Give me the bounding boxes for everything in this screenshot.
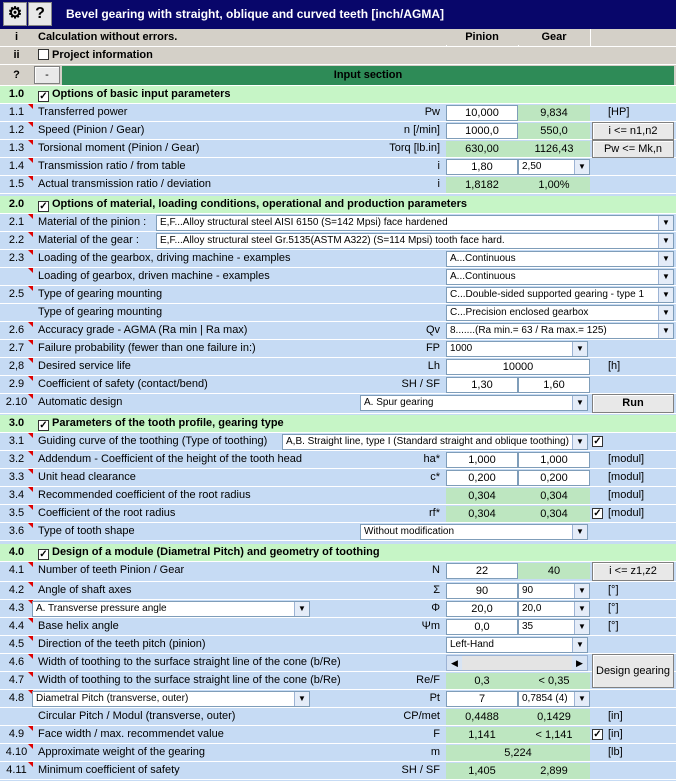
- actual-ratio-value: 1,8182: [446, 177, 518, 193]
- root-radius-pinion: 0,304: [446, 506, 518, 522]
- pressure-angle-input[interactable]: 20,0: [446, 601, 518, 617]
- dropdown-arrow-icon: ▼: [574, 584, 589, 598]
- row-3-4: 3.4 Recommended coefficient of the root radius 0,304 0,304 [modul]: [0, 487, 676, 505]
- dropdown-arrow-icon: ▼: [574, 160, 589, 174]
- failure-probability-select[interactable]: 1000 ▼: [446, 341, 588, 357]
- dropdown-arrow-icon: ▼: [658, 306, 673, 320]
- mounting-type-select[interactable]: C...Double-sided supported gearing - type 1 ▼: [446, 287, 674, 303]
- row-2-5: 2.5 Type of gearing mounting C...Double-sided supported gearing - type 1 ▼: [0, 286, 676, 304]
- pitch-type-select[interactable]: Diametral Pitch (transverse, outer) ▼: [32, 691, 310, 707]
- help-icon[interactable]: ?: [28, 2, 52, 26]
- row-4-2: 4.2 Angle of shaft axes Σ 90 90 ▼ [°]: [0, 582, 676, 600]
- speed-pinion-input[interactable]: 1000,0: [446, 123, 518, 139]
- gear-material-select[interactable]: E,F...Alloy structural steel Gr.5135(ASTM A322) (S=114 Mpsi) tooth face hard. ▼: [156, 233, 674, 249]
- teeth-gear-value: 40: [518, 563, 590, 579]
- section-1-header: 1.0 ✓ Options of basic input parameters: [0, 86, 676, 104]
- width-ratio-max: < 0,35: [518, 673, 590, 689]
- row-4-4: 4.4 Base helix angle Ψm 0,0 35 ▼ [°]: [0, 618, 676, 636]
- section-2-header: 2.0 ✓ Options of material, loading conditions, operational and production parameters: [0, 196, 676, 214]
- row-2-10: 2.10 Automatic design A. Spur gearing ▼ Run: [0, 394, 676, 414]
- toothing-type-checkbox[interactable]: ✓: [593, 436, 602, 447]
- diametral-pitch-input[interactable]: 7: [446, 691, 518, 707]
- ratio-from-teeth-button[interactable]: i <= z1,z2: [592, 562, 674, 581]
- power-gear-value: 9,834: [518, 105, 590, 121]
- slider-right-arrow-icon[interactable]: ▶: [572, 656, 587, 670]
- width-ratio-value: 0,3: [446, 673, 518, 689]
- dropdown-arrow-icon: ▼: [658, 234, 673, 248]
- modul-value: 0,1429: [518, 709, 590, 725]
- dropdown-arrow-icon: ▼: [658, 288, 673, 302]
- root-radius-gear: 0,304: [518, 506, 590, 522]
- row-1-4: 1.4 Transmission ratio / from table i 1,80 2,50 ▼: [0, 158, 676, 176]
- row-2-9: 2.9 Coefficient of safety (contact/bend) SH / SF 1,30 1,60: [0, 376, 676, 394]
- dropdown-arrow-icon: ▼: [572, 525, 587, 539]
- project-info-checkbox[interactable]: [38, 49, 49, 60]
- col-pinion-header: Pinion: [446, 29, 518, 45]
- face-width-checkbox[interactable]: ✓: [593, 729, 602, 740]
- toothing-type-select[interactable]: A,B. Straight line, type I (Standard straight and oblique toothing) ▼: [282, 434, 588, 450]
- input-section-title: Input section: [62, 66, 674, 85]
- pinion-material-select[interactable]: E,F...Alloy structural steel AISI 6150 (S=142 Mpsi) face hardened ▼: [156, 215, 674, 231]
- dropdown-arrow-icon: ▼: [658, 324, 673, 338]
- pitch-direction-select[interactable]: Left-Hand ▼: [446, 637, 588, 653]
- shaft-angle-select[interactable]: 90 ▼: [518, 583, 590, 599]
- collapse-button[interactable]: -: [34, 66, 60, 84]
- dropdown-arrow-icon: ▼: [574, 602, 589, 616]
- row-2-2: 2.2 Material of the gear : E,F...Alloy structural steel Gr.5135(ASTM A322) (S=114 Mpsi) tooth face hard. ▼: [0, 232, 676, 250]
- section-2-checkbox[interactable]: ✓: [39, 201, 48, 212]
- row-4-7: 4.7 Width of toothing to the surface straight line of the cone (b/Re) Re/F 0,3 < 0,35: [0, 672, 676, 690]
- helix-angle-select[interactable]: 35 ▼: [518, 619, 590, 635]
- face-width-value: 1,141: [446, 727, 518, 743]
- dropdown-arrow-icon: ▼: [574, 692, 589, 706]
- speed-from-ratio-button[interactable]: i <= n1,n2: [592, 122, 674, 140]
- mounting-type-2-select[interactable]: C...Precision enclosed gearbox ▼: [446, 305, 674, 321]
- pressure-angle-select[interactable]: 20,0 ▼: [518, 601, 590, 617]
- section-1-checkbox[interactable]: ✓: [39, 91, 48, 102]
- driving-load-select[interactable]: A...Continuous ▼: [446, 251, 674, 267]
- ratio-deviation-value: 1,00%: [518, 177, 590, 193]
- dropdown-arrow-icon: ▼: [658, 252, 673, 266]
- helix-angle-input[interactable]: 0,0: [446, 619, 518, 635]
- input-section-row: ? - Input section: [0, 65, 676, 86]
- dropdown-arrow-icon: ▼: [658, 216, 673, 230]
- row-2-1: 2.1 Material of the pinion : E,F...Alloy structural steel AISI 6150 (S=142 Mpsi) face hardened ▼: [0, 214, 676, 232]
- safety-bend-input[interactable]: 1,60: [518, 377, 590, 393]
- circular-pitch-value: 0,4488: [446, 709, 518, 725]
- min-safety-contact: 1,405: [446, 763, 518, 779]
- row-2-5b: Type of gearing mounting C...Precision enclosed gearbox ▼: [0, 304, 676, 322]
- section-4-header: 4.0 ✓ Design of a module (Diametral Pitch) and geometry of toothing: [0, 544, 676, 562]
- row-4-9: 4.9 Face width / max. recommendet value F 1,141 < 1,141 ✓ [in]: [0, 726, 676, 744]
- row-3-2: 3.2 Addendum - Coefficient of the height of the tooth head ha* 1,000 1,000 [modul]: [0, 451, 676, 469]
- dropdown-arrow-icon: ▼: [574, 620, 589, 634]
- dropdown-arrow-icon: ▼: [294, 602, 309, 616]
- addendum-gear-input[interactable]: 1,000: [518, 452, 590, 468]
- section-3-checkbox[interactable]: ✓: [39, 420, 48, 431]
- row-3-6: 3.6 Type of tooth shape Without modification ▼: [0, 523, 676, 541]
- row-4-10: 4.10 Approximate weight of the gearing m 5,224 [lb]: [0, 744, 676, 762]
- dropdown-arrow-icon: ▼: [658, 270, 673, 284]
- col-gear-header: Gear: [518, 29, 590, 45]
- teeth-pinion-input[interactable]: 22: [446, 563, 518, 579]
- row-1-2: 1.2 Speed (Pinion / Gear) n [/min] 1000,0 550,0: [0, 122, 676, 140]
- shaft-angle-input[interactable]: 90: [446, 583, 518, 599]
- torque-pinion-value: 630,00: [446, 141, 518, 157]
- row-4-6: 4.6 Width of toothing to the surface straight line of the cone (b/Re) ◀ ▶: [0, 654, 676, 672]
- tooth-shape-select[interactable]: Without modification ▼: [360, 524, 588, 540]
- power-from-torque-button[interactable]: Pw <= Mk,n: [592, 140, 674, 158]
- safety-contact-input[interactable]: 1,30: [446, 377, 518, 393]
- row-1-5: 1.5 Actual transmission ratio / deviation i 1,8182 1,00%: [0, 176, 676, 194]
- row-3-3: 3.3 Unit head clearance c* 0,200 0,200 [modul]: [0, 469, 676, 487]
- title-bar: [0, 0, 676, 29]
- window-title: Bevel gearing with straight, oblique and curved teeth [inch/AGMA]: [66, 7, 445, 21]
- weight-value: 5,224: [446, 745, 590, 761]
- row-4-1: 4.1 Number of teeth Pinion / Gear N 22 40 i <= z1,z2: [0, 562, 676, 582]
- row-3-1: 3.1 Guiding curve of the toothing (Type of toothing) A,B. Straight line, type I (Standard straight and oblique toothing) ▼ ✓: [0, 433, 676, 451]
- row-2-7: 2.7 Failure probability (fewer than one failure in:) FP 1000 ▼: [0, 340, 676, 358]
- dropdown-arrow-icon: ▼: [572, 342, 587, 356]
- row-2-8: 2,8 Desired service life Lh 10000 [h]: [0, 358, 676, 376]
- status-message: Calculation without errors.: [38, 31, 178, 43]
- rec-root-radius-pinion: 0,304: [446, 488, 518, 504]
- dropdown-arrow-icon: ▼: [572, 435, 587, 449]
- min-safety-bend: 2,899: [518, 763, 590, 779]
- run-button[interactable]: Run: [592, 394, 674, 413]
- clearance-gear-input[interactable]: 0,200: [518, 470, 590, 486]
- row-4-11: 4.11 Minimum coefficient of safety SH / SF 1,405 2,899: [0, 762, 676, 780]
- row-2-3: 2.3 Loading of the gearbox, driving machine - examples A...Continuous ▼: [0, 250, 676, 268]
- dropdown-arrow-icon: ▼: [294, 692, 309, 706]
- pressure-angle-type-select[interactable]: A. Transverse pressure angle ▼: [32, 601, 310, 617]
- row-2-4: Loading of gearbox, driven machine - examples A...Continuous ▼: [0, 268, 676, 286]
- face-width-max: < 1,141: [518, 727, 590, 743]
- root-radius-checkbox[interactable]: ✓: [593, 508, 602, 519]
- row-4-5: 4.5 Direction of the teeth pitch (pinion) Left-Hand ▼: [0, 636, 676, 654]
- row-4-8b: Circular Pitch / Modul (transverse, outer) CP/met 0,4488 0,1429 [in]: [0, 708, 676, 726]
- project-info-row[interactable]: ii Project information: [0, 47, 676, 65]
- row-2-6: 2.6 Accuracy grade - AGMA (Ra min | Ra max) Qv 8.......(Ra min.= 63 / Ra max.= 125) ▼: [0, 322, 676, 340]
- addendum-pinion-input[interactable]: 1,000: [446, 452, 518, 468]
- speed-gear-value: 550,0: [518, 123, 590, 139]
- accuracy-grade-select[interactable]: 8.......(Ra min.= 63 / Ra max.= 125) ▼: [446, 323, 674, 339]
- power-pinion-input[interactable]: 10,000: [446, 105, 518, 121]
- width-ratio-slider[interactable]: [446, 655, 588, 671]
- row-3-5: 3.5 Coefficient of the root radius rf* 0,304 0,304 ✓ [modul]: [0, 505, 676, 523]
- row-4-3: 4.3 A. Transverse pressure angle ▼ Φ 20,0 20,0 ▼ [°]: [0, 600, 676, 618]
- row-1-1: 1.1 Transferred power Pw 10,000 9,834 [HP]: [0, 104, 676, 122]
- ratio-table-select[interactable]: 2,50 ▼: [518, 159, 590, 175]
- clearance-pinion-input[interactable]: 0,200: [446, 470, 518, 486]
- design-gearing-button[interactable]: Design gearing: [592, 654, 674, 688]
- torque-gear-value: 1126,43: [518, 141, 590, 157]
- rec-root-radius-gear: 0,304: [518, 488, 590, 504]
- row-1-3: 1.3 Torsional moment (Pinion / Gear) Torq [lb.in] 630,00 1126,43: [0, 140, 676, 158]
- app-icon[interactable]: ⚙: [3, 2, 27, 26]
- row-4-8: 4.8 Diametral Pitch (transverse, outer) ▼ Pt 7 0,7854 (4) ▼: [0, 690, 676, 708]
- status-row: i Calculation without errors. Pinion Gear: [0, 29, 676, 47]
- section-3-header: 3.0 ✓ Parameters of the tooth profile, gearing type: [0, 415, 676, 433]
- section-4-checkbox[interactable]: ✓: [39, 549, 48, 560]
- dropdown-arrow-icon: ▼: [572, 638, 587, 652]
- slider-left-arrow-icon[interactable]: ◀: [447, 656, 462, 670]
- driven-load-select[interactable]: A...Continuous ▼: [446, 269, 674, 285]
- dropdown-arrow-icon: ▼: [572, 396, 587, 410]
- diametral-pitch-select[interactable]: 0,7854 (4) ▼: [518, 691, 590, 707]
- automatic-design-select[interactable]: A. Spur gearing ▼: [360, 395, 588, 411]
- service-life-input[interactable]: 10000: [446, 359, 590, 375]
- ratio-input[interactable]: 1,80: [446, 159, 518, 175]
